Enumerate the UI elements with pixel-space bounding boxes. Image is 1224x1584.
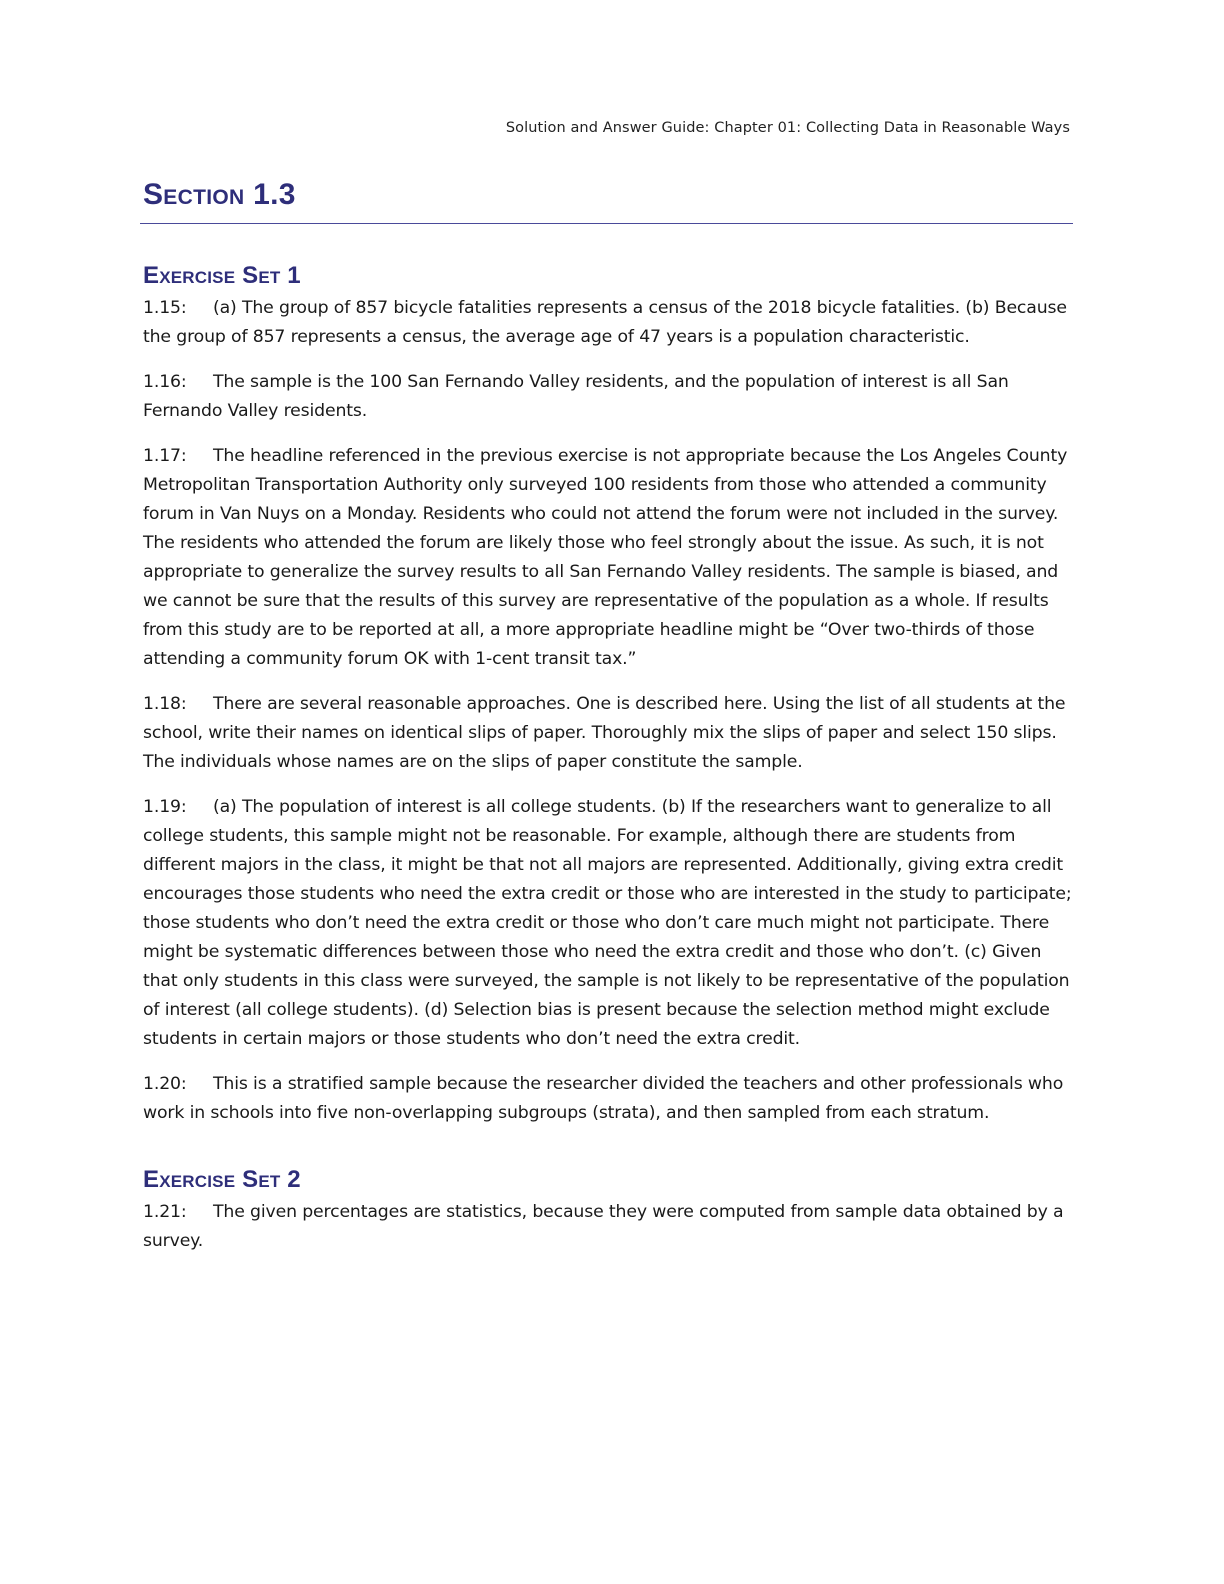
- exercise-set-title: Exercise Set 2: [143, 1166, 301, 1193]
- section-divider: [140, 223, 1073, 224]
- answer-text: This is a stratified sample because the researcher divided the teachers and other professionals who work in schools into five non-overlapping subgroups (strata), and then sampled from each stratum.: [143, 1074, 1064, 1123]
- answer-number: 1.21:: [143, 1202, 187, 1222]
- answer-1-19: [143, 793, 1073, 1054]
- answer-text: There are several reasonable approaches. One is described here. Using the list of all students at the school, write their names on identical slips of paper. Thoroughly mix the slips of paper and select 150 slips. The individuals whose names are on the slips of paper constitute the sample.: [143, 694, 1066, 772]
- answer-text: (a) The population of interest is all college students. (b) If the researchers want to generalize to all college students, this sample might not be reasonable. For example, although there are students from different majors in the class, it might be that not all majors are represented. Additionally, giving extra credit encourages those students who need the extra credit or those who are interested in the study to participate; those students who don’t need the extra credit or those who don’t care much might not participate. There might be systematic differences between those who need the extra credit and those who don’t. (c) Given that only students in this class were surveyed, the sample is not likely to be representative of the population of interest (all college students). (d) Selection bias is present because the selection method might exclude students in certain majors or those students who don’t need the extra credit.: [143, 797, 1072, 1049]
- answer-1-20: [143, 1070, 1073, 1128]
- answer-1-21: [143, 1198, 1073, 1256]
- answer-text: (a) The group of 857 bicycle fatalities represents a census of the 2018 bicycle fatalities. (b) Because the group of 857 represents a census, the average age of 47 years is a population characteristic.: [143, 298, 1067, 347]
- answer-text: The given percentages are statistics, because they were computed from sample data obtained by a survey.: [143, 1202, 1064, 1251]
- exercise-set-2: [143, 1162, 1073, 1256]
- answer-number: 1.16:: [143, 372, 187, 392]
- answer-number: 1.15:: [143, 298, 187, 318]
- exercise-set-title: Exercise Set 1: [143, 262, 301, 289]
- document-body: [143, 258, 1073, 1272]
- running-header: Solution and Answer Guide: Chapter 01: Collecting Data in Reasonable Ways: [505, 120, 1070, 136]
- answer-number: 1.17:: [143, 446, 187, 466]
- answer-text: The headline referenced in the previous exercise is not appropriate because the Los Angeles County Metropolitan Transportation Authority only surveyed 100 residents from those who attended a community forum in Van Nuys on a Monday. Residents who could not attend the forum were not included in the survey. The residents who attended the forum are likely those who feel strongly about the issue. As such, it is not appropriate to generalize the survey results to all San Fernando Valley residents. The sample is biased, and we cannot be sure that the results of this survey are representative of the population as a whole. If results from this study are to be reported at all, a more appropriate headline might be “Over two-thirds of those attending a community forum OK with 1-cent transit tax.”: [143, 446, 1068, 669]
- section-title: Section 1.3: [143, 178, 296, 211]
- answer-1-16: [143, 368, 1073, 426]
- answer-number: 1.20:: [143, 1074, 187, 1094]
- answer-1-15: [143, 294, 1073, 352]
- answer-text: The sample is the 100 San Fernando Valley residents, and the population of interest is all San Fernando Valley residents.: [143, 372, 1009, 421]
- answer-number: 1.19:: [143, 797, 187, 817]
- answer-1-17: [143, 442, 1073, 674]
- answer-1-18: [143, 690, 1073, 777]
- answer-number: 1.18:: [143, 694, 187, 714]
- exercise-set-1: [143, 258, 1073, 1128]
